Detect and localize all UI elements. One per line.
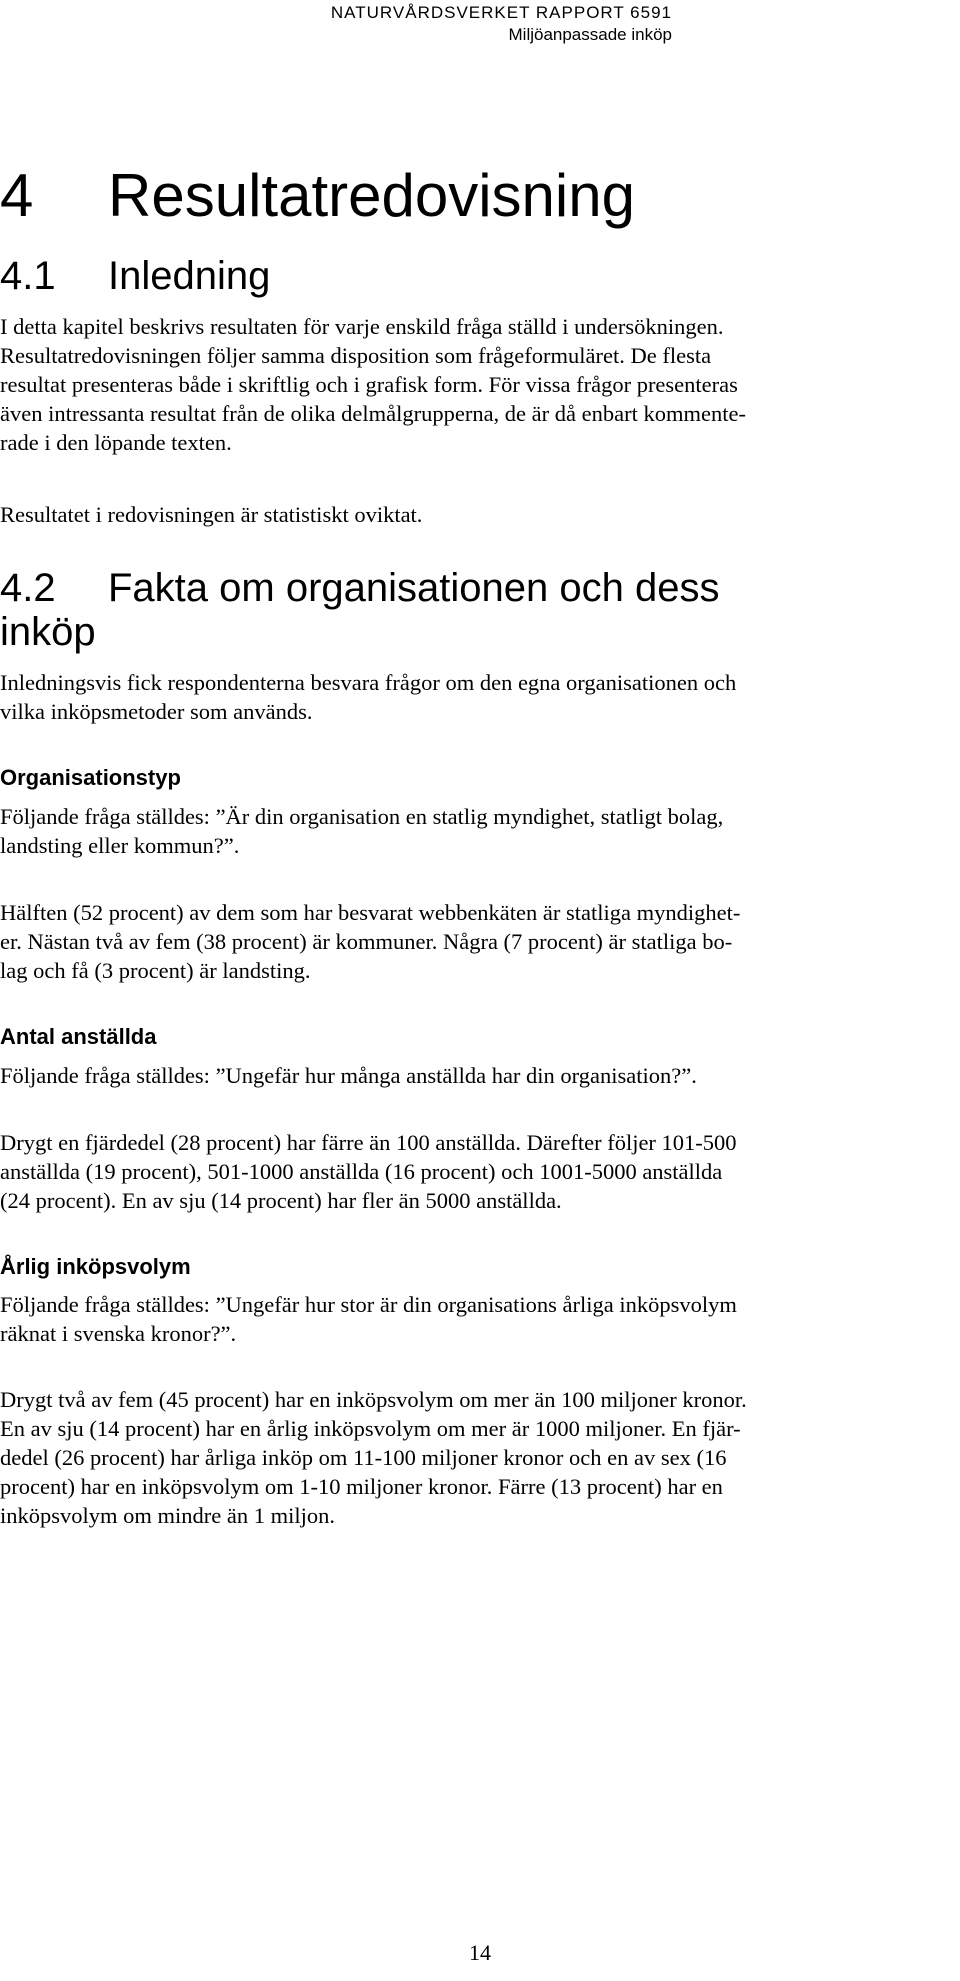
subheading-antal-anstallda: Antal anställda	[0, 1024, 157, 1049]
text-line: även intressanta resultat från de olika delmålgrupperna, de är då enbart kommente-	[0, 401, 746, 426]
text-line: Drygt två av fem (45 procent) har en inköpsvolym om mer än 100 miljoner kronor.	[0, 1387, 747, 1412]
question-paragraph	[0, 1061, 950, 1090]
section-number: 4.2	[0, 566, 56, 610]
result-paragraph	[0, 1128, 950, 1215]
weighting-note: Resultatet i redovisningen är statistiskt oviktat.	[0, 502, 423, 527]
running-header	[331, 2, 672, 46]
text-line: Inledningsvis fick respondenterna besvara frågor om den egna organisationen och	[0, 670, 737, 695]
text-line: En av sju (14 procent) har en årlig inköpsvolym om mer är 1000 miljoner. En fjär-	[0, 1416, 741, 1441]
section-title-line-2: inköp	[0, 610, 96, 654]
section-title: Inledning	[108, 254, 271, 298]
text-line: Drygt en fjärdedel (28 procent) har färre än 100 anställda. Därefter följer 101-500	[0, 1130, 737, 1155]
question-paragraph	[0, 1290, 950, 1348]
section-heading-4-1	[0, 254, 270, 298]
text-line: er. Nästan två av fem (38 procent) är kommuner. Några (7 procent) är statliga bo-	[0, 929, 733, 954]
chapter-heading	[0, 160, 635, 232]
question-paragraph	[0, 802, 950, 860]
report-title: NATURVÅRDSVERKET RAPPORT 6591	[330, 3, 672, 22]
page-number: 14	[469, 1940, 491, 1965]
section-heading-4-2	[0, 566, 719, 654]
intro-paragraph	[0, 312, 950, 457]
text-line: Följande fråga ställdes: ”Ungefär hur många anställda har din organisation?”.	[0, 1063, 697, 1088]
text-line: (24 procent). En av sju (14 procent) har fler än 5000 anställda.	[0, 1188, 562, 1213]
section-intro-paragraph	[0, 668, 950, 726]
section-title-line-1: Fakta om organisationen och dess	[108, 566, 720, 610]
text-line: dedel (26 procent) har årliga inköp om 11-100 miljoner kronor och en av sex (16	[0, 1445, 727, 1470]
chapter-number: 4	[0, 162, 34, 229]
text-line: vilka inköpsmetoder som används.	[0, 699, 313, 724]
text-line: Följande fråga ställdes: ”Är din organisation en statlig myndighet, statligt bolag,	[0, 804, 724, 829]
text-line: landsting eller kommun?”.	[0, 833, 240, 858]
text-line: räknat i svenska kronor?”.	[0, 1321, 237, 1346]
section-number: 4.1	[0, 254, 56, 298]
chapter-title: Resultatredovisning	[108, 162, 635, 229]
text-line: anställda (19 procent), 501-1000 anställda (16 procent) och 1001-5000 anställda	[0, 1159, 723, 1184]
result-paragraph	[0, 898, 950, 985]
text-line: resultat presenteras både i skriftlig och i grafisk form. För vissa frågor presenteras	[0, 372, 738, 397]
text-line: Hälften (52 procent) av dem som har besvarat webbenkäten är statliga myndighet-	[0, 900, 741, 925]
text-line: Följande fråga ställdes: ”Ungefär hur stor är din organisations årliga inköpsvolym	[0, 1292, 737, 1317]
text-line: I detta kapitel beskrivs resultaten för varje enskild fråga ställd i undersökningen.	[0, 314, 724, 339]
text-line: lag och få (3 procent) är landsting.	[0, 958, 311, 983]
report-subtitle: Miljöanpassade inköp	[508, 25, 672, 44]
text-line: Resultatredovisningen följer samma disposition som frågeformuläret. De flesta	[0, 343, 712, 368]
subheading-arlig-inkopsvolym: Årlig inköpsvolym	[0, 1254, 191, 1279]
subheading-organisationstyp: Organisationstyp	[0, 765, 181, 790]
result-paragraph	[0, 1385, 950, 1530]
text-line: inköpsvolym om mindre än 1 miljon.	[0, 1503, 335, 1528]
text-line: rade i den löpande texten.	[0, 430, 232, 455]
text-line: procent) har en inköpsvolym om 1-10 miljoner kronor. Färre (13 procent) har en	[0, 1474, 723, 1499]
